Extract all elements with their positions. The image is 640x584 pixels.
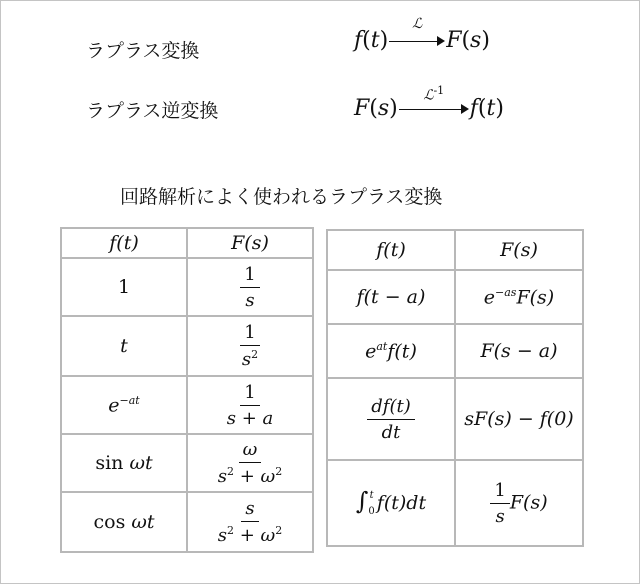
row-right: $\frac{\omega}{s^2 + \omega^2}$ [187,434,313,492]
row-right: $\frac{1}{s + a}$ [187,376,313,434]
transform-arrow [389,15,445,52]
row-right: $\frac{s}{s^2 + \omega^2}$ [187,492,313,552]
table-row [61,492,313,552]
row-left: $e^{-at}$ [61,376,187,434]
row-right: $e^{-as}F(s)$ [455,270,583,324]
table-row [61,376,313,434]
header-F-s: F(s) [455,230,583,270]
laplace-transform-label: ラプラス変換 [86,40,200,62]
table-row [327,324,583,378]
row-left: f(t − a) [327,270,455,324]
table-header-row [61,228,313,258]
row-right: F(s − a) [455,324,583,378]
row-left: $e^{at}f(t)$ [327,324,455,378]
header-F-s: F(s) [187,228,313,258]
integral-sign: ∫ [355,486,369,515]
row-right: $\frac{1}{s}$ [187,258,313,316]
table-row [327,270,583,324]
inverse-laplace-label: ラプラス逆変換 [86,100,219,122]
row-left: $\frac{df(t)}{dt}$ [327,378,455,460]
row-left: ∫ t 0 f(t)dt [327,460,455,546]
table-row [61,258,313,316]
row-left: 1 [61,258,187,316]
laplace-transform-formula: f ( t ) ℒ F ( s ) [354,15,490,53]
table-header-row [327,230,583,270]
inverse-symbol: ℒ$^{-1}$ [423,83,445,104]
header-f-t: f(t) [327,230,455,270]
table-row [61,434,313,492]
table-row [327,378,583,460]
section-title: 回路解析によく使われるラプラス変換 [120,186,443,208]
table-row [61,316,313,376]
row-left: t [61,316,187,376]
right-transform-table [326,229,584,547]
inverse-laplace-formula: F ( s ) ℒ$^{-1}$ f ( t ) [354,83,504,121]
header-f-t: f(t) [61,228,187,258]
inverse-arrow [399,83,469,120]
row-right: $\frac{1}{s^2}$ [187,316,313,376]
laplace-symbol: ℒ [412,15,423,32]
row-left: sin ωt [61,434,187,492]
row-right: sF(s) − f(0) [455,378,583,460]
table-row [327,460,583,546]
row-left: cos ωt [61,492,187,552]
left-transform-table [60,227,314,553]
row-right: $\frac{1}{s}$ F(s) [455,460,583,546]
